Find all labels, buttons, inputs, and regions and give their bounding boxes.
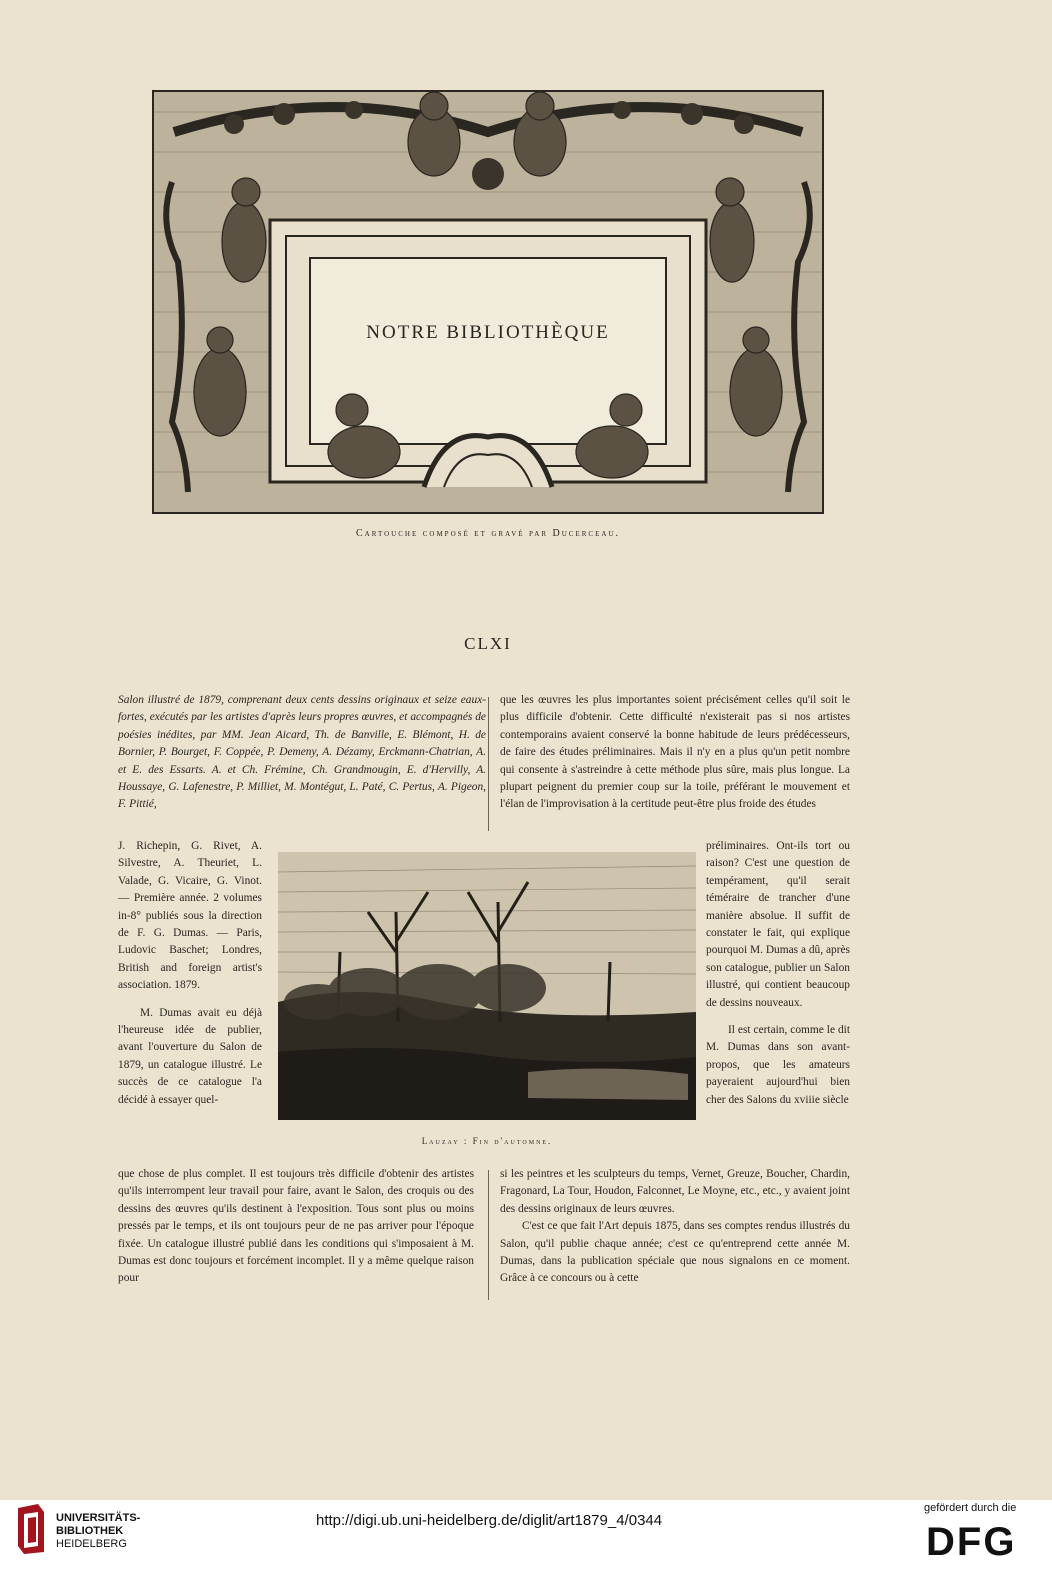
section-number: CLXI	[464, 634, 512, 653]
etching-drawing	[278, 852, 696, 1120]
cartouche-ornament-drawing	[154, 92, 822, 512]
left-paragraph-1-continued: que chose de plus complet. Il est toujours très difficile d'obtenir des artistes qu'ils interrompent leur travail pour faire, avant le Salon, des croquis ou des dessins des œuvres qu'ils destinent à l'exposition. Tous sont plus ou moins pressés par le temps, et ils ont toujours peur de ne pas arriver pour l'époque fixée. Un catalogue illustré publié dans les conditions qui s'imposaient à M. Dumas est donc toujours et forcément incomplet. Il y a même quelque raison pour	[118, 1168, 474, 1285]
institution-line-1: UNIVERSITÄTS-	[56, 1512, 141, 1524]
university-library-logo-icon	[14, 1502, 48, 1556]
right-paragraph-2-continued: si les peintres et les sculpteurs du temps, Vernet, Greuze, Boucher, Chardin, Fragonard, La Tour, Houdon, Falconnet, Le Moyne, etc., etc., y avaient joint des dessins originaux de leurs œuvres.	[500, 1168, 850, 1215]
dfg-logo: DFG	[926, 1520, 1017, 1564]
book-citation-continued: J. Richepin, G. Rivet, A. Silvestre, A. Theuriet, L. Valade, G. Vicaire, G. Vinot. — Première année. 2 volumes in-8° publiés sous la direction de F. G. Dumas. — Paris, Ludovic Baschet; Londres, British and foreign artist's association. 1879.	[118, 840, 262, 992]
cartouche-title: NOTRE BIBLIOTHÈQUE	[366, 322, 610, 343]
landscape-etching	[278, 852, 696, 1120]
ornamental-cartouche	[152, 90, 824, 514]
permalink-url[interactable]: http://digi.ub.uni-heidelberg.de/diglit/art1879_4/0344	[316, 1512, 663, 1529]
right-paragraph-3: C'est ce que fait l'Art depuis 1875, dans ses comptes rendus illustrés du Salon, qu'il publie chaque année; c'est ce qu'entreprend cette année M. Dumas, dans la publication spéciale que nous signalons en ce moment. Grâce à ce concours ou à cette	[500, 1220, 850, 1285]
right-wrap-column	[706, 838, 850, 1109]
left-column-intro	[118, 692, 486, 814]
right-column-bottom	[500, 1166, 850, 1288]
right-paragraph-1: que les œuvres les plus importantes soient précisément celles qu'il soit le plus difficile d'obtenir. Cette difficulté n'existerait pas si nos artistes contemporains avaient conservé la bonne habitude de leurs prédécesseurs, de faire des études préliminaires. Mais il n'y en a plus qu'un petit nombre qui consente à s'astreindre à cette méthode plus sûre, mais plus longue. La plupart peignent du premier coup sur la toile, préférant le mouvement et l'élan de l'improvisation à la certitude peut-être plus froide des études	[500, 694, 850, 811]
institution-line-3: HEIDELBERG	[56, 1538, 127, 1550]
institution-line-2: BIBLIOTHEK	[56, 1525, 124, 1537]
right-paragraph-2: Il est certain, comme le dit M. Dumas dans son avant-propos, que les amateurs payeraient aujourd'hui bien cher des Salons du xviiie siècle	[706, 1024, 850, 1106]
column-rule-top	[488, 697, 489, 831]
book-citation: Salon illustré de 1879, comprenant deux cents dessins originaux et seize eaux-fortes, exécutés par les artistes d'après leurs propres œuvres, et accompagnés de poésies inédites, par MM. Jean Aicard, Th. de Banville, E. Blémont, H. de Bornier, P. Bourget, F. Coppée, P. Demeny, A. Dézamy, Erckmann-Chatrian, A. et E. des Essarts. A. et Ch. Frémine, Ch. Grandmougin, E. d'Hervilly, A. Houssaye, G. Lafenestre, P. Milliet, M. Montégut, L. Paté, C. Pertus, A. Pigeon, F. Pittié,	[118, 694, 486, 811]
left-paragraph-1: M. Dumas avait eu déjà l'heureuse idée de publier, avant l'ouverture du Salon de 1879, un catalogue illustré. Le succès de ce catalogue l'a décidé à essayer quel-	[118, 1006, 262, 1106]
right-column-intro	[500, 692, 850, 814]
left-column-bottom	[118, 1166, 474, 1288]
right-paragraph-continued: préliminaires. Ont-ils tort ou raison? C'est une question de tempérament, qu'il serait téméraire de trancher d'une manière absolue. Il suffit de constater le fait, qui explique pourquoi M. Dumas a dû, après son catalogue, publier un Salon illustré, qui contient beaucoup de dessins nouveaux.	[706, 840, 850, 1009]
funding-note: gefördert durch die	[924, 1502, 1017, 1514]
institution-name	[56, 1512, 140, 1551]
column-rule-bottom	[488, 1170, 489, 1300]
left-wrap-column	[118, 838, 262, 1109]
cartouche-caption: Cartouche composé et gravé par Ducerceau.	[356, 528, 620, 539]
etching-caption: Lauzay : Fin d'automne.	[421, 1136, 553, 1146]
